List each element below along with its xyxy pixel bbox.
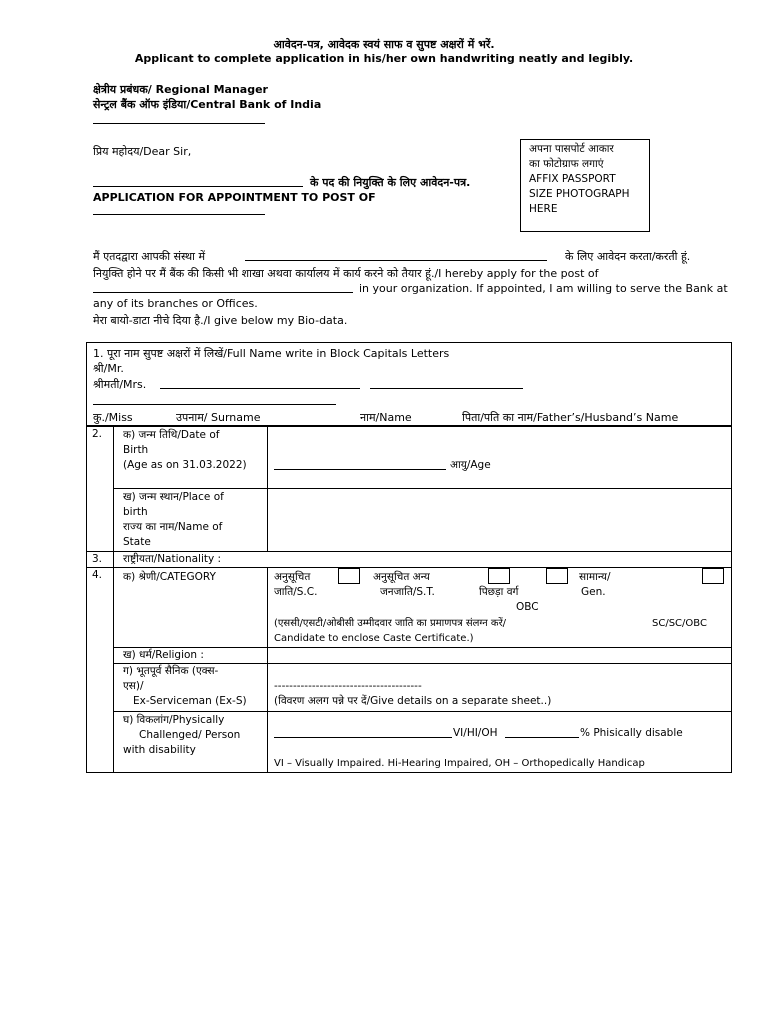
declaration-line2: नियुक्ति होने पर मैं बैंक की किसी भी शाखा अथवा कार्यालय में कार्य करने को तैयार हूं./I hereby apply for the post of: [93, 267, 599, 280]
header-title-english: Applicant to complete application in his/her own handwriting neatly and legibly.: [134, 52, 634, 65]
father-name-field[interactable]: [93, 393, 336, 409]
ph-label-2: Challenged/ Person: [139, 729, 241, 741]
pob-label-2: birth: [123, 506, 148, 518]
header-title-hindi: आवेदन-पत्र, आवेदक स्वयं साफ व सुपष्ट अक्षरों में भरें.: [273, 38, 495, 51]
obc-checkbox[interactable]: [546, 568, 568, 584]
declaration-line5: मेरा बायो-डाटा नीचे दिया है./I give below my Bio-data.: [93, 314, 348, 327]
surname-field[interactable]: [160, 377, 360, 393]
photo-box-line4: SIZE PHOTOGRAPH: [529, 188, 630, 200]
st-label-2: जनजाति/S.T.: [380, 586, 435, 598]
pob-label-4: State: [123, 536, 151, 548]
col-divider-1: [113, 426, 114, 773]
ph-end-label: % Phisically disable: [580, 727, 683, 739]
age-label: आयु/Age: [450, 459, 491, 471]
section3-number: 3.: [92, 553, 103, 565]
caste-note-codes: SC/SC/OBC: [652, 618, 707, 629]
name-label: नाम/Name: [360, 411, 412, 424]
obc-label-1: पिछड़ा वर्ग: [479, 586, 519, 598]
ph-label-3: with disability: [123, 744, 196, 756]
post-name-field[interactable]: [93, 175, 303, 191]
surname-label: उपनाम/ Surname: [176, 411, 261, 424]
gen-label-1: सामान्य/: [579, 571, 611, 583]
row-divider-nationality: [86, 567, 732, 568]
section2-number: 2.: [92, 428, 103, 440]
declaration-line1-a: मैं एतदद्वारा आपकी संस्था में: [93, 250, 206, 263]
sc-checkbox[interactable]: [338, 568, 360, 584]
gen-label-2: Gen.: [581, 586, 606, 598]
declaration-line3: in your organization. If appointed, I am willing to serve the Bank at: [359, 282, 728, 295]
exs-note: (विवरण अलग पन्ने पर दें/Give details on a separate sheet..): [274, 695, 552, 707]
exs-label-1: ग) भूतपूर्व सैनिक (एक्स-: [123, 665, 219, 677]
declaration-post-field[interactable]: [93, 281, 353, 297]
religion-label: ख) धर्म/Religion :: [123, 649, 204, 661]
ph-label-1: घ) विकलांग/Physically: [123, 714, 225, 726]
row-divider-exs: [113, 711, 732, 712]
miss-label: कु./Miss: [93, 411, 133, 424]
post-english-blank[interactable]: [93, 203, 265, 219]
gen-checkbox[interactable]: [702, 568, 724, 584]
full-name-heading: 1. पूरा नाम सुपष्ट अक्षरों में लिखें/Full Name write in Block Capitals Letters: [93, 347, 450, 360]
row-divider-category: [113, 647, 732, 648]
caste-note-line1: (एससी/एसटी/ओबीसी उम्मीदवार जाति का प्रमाणपत्र संलग्न करें/: [274, 618, 507, 629]
addressee-line2: सेन्ट्रल बैंक ऑफ इंडिया/Central Bank of India: [93, 98, 322, 111]
mrs-label: श्रीमती/Mrs.: [93, 378, 147, 391]
exs-label-3: Ex-Serviceman (Ex-S): [133, 695, 247, 707]
exs-label-2: एस)/: [123, 680, 144, 692]
caste-note-line2: Candidate to enclose Caste Certificate.): [274, 633, 474, 644]
ph-percent-field[interactable]: [505, 726, 579, 743]
section4-number: 4.: [92, 569, 103, 581]
row-divider-dob: [113, 488, 732, 489]
pob-label-3: राज्य का नाम/Name of: [123, 521, 223, 533]
obc-label-2: OBC: [516, 601, 539, 613]
post-english-text: APPLICATION FOR APPOINTMENT TO POST OF: [93, 191, 376, 204]
sc-label-2: जाति/S.C.: [274, 586, 318, 598]
name-field[interactable]: [370, 377, 523, 393]
photo-box-line3: AFFIX PASSPORT: [529, 173, 616, 185]
ph-type-field[interactable]: [274, 726, 452, 743]
addressee-line1: क्षेत्रीय प्रबंधक/ Regional Manager: [93, 83, 268, 96]
photo-box-line1: अपना पासपोर्ट आकार: [529, 143, 614, 155]
salutation: प्रिय महोदय/Dear Sir,: [93, 145, 192, 158]
col-divider-2b: [267, 567, 268, 773]
photo-box-line5: HERE: [529, 203, 558, 215]
dob-label-2: Birth: [123, 444, 149, 456]
declaration-org-field[interactable]: [245, 249, 547, 265]
addressee-blank[interactable]: [93, 112, 265, 128]
st-label-1: अनुसूचित अन्य: [373, 571, 430, 583]
dob-label-3: (Age as on 31.03.2022): [123, 459, 247, 471]
declaration-line4: any of its branches or Offices.: [93, 297, 258, 310]
ph-note: VI – Visually Impaired. Hi-Hearing Impaired, OH – Orthopedically Handicap: [274, 758, 645, 769]
mr-label: श्री/Mr.: [93, 362, 124, 375]
dob-field[interactable]: [274, 458, 446, 475]
ph-mid-label: VI/HI/OH: [453, 727, 498, 739]
nationality-label: राष्ट्रीयता/Nationality :: [123, 553, 222, 565]
dob-label-1: क) जन्म तिथि/Date of: [123, 429, 220, 441]
declaration-line1-b: के लिए आवेदन करता/करती हूं.: [565, 250, 691, 263]
st-checkbox[interactable]: [488, 568, 510, 584]
photo-box-line2: का फोटोग्राफ लगाएं: [529, 158, 604, 170]
pob-label-1: ख) जन्म स्थान/Place of: [123, 491, 224, 503]
exs-dash-field[interactable]: ---------------------------------------: [274, 680, 422, 692]
father-name-label: पिता/पति का नाम/Father’s/Husband’s Name: [462, 411, 679, 424]
category-label: क) श्रेणी/CATEGORY: [123, 571, 216, 583]
passport-photo-box[interactable]: [520, 139, 650, 232]
sc-label-1: अनुसूचित: [274, 571, 311, 583]
post-hindi-text: के पद की नियुक्ति के लिए आवेदन-पत्र.: [310, 176, 471, 189]
